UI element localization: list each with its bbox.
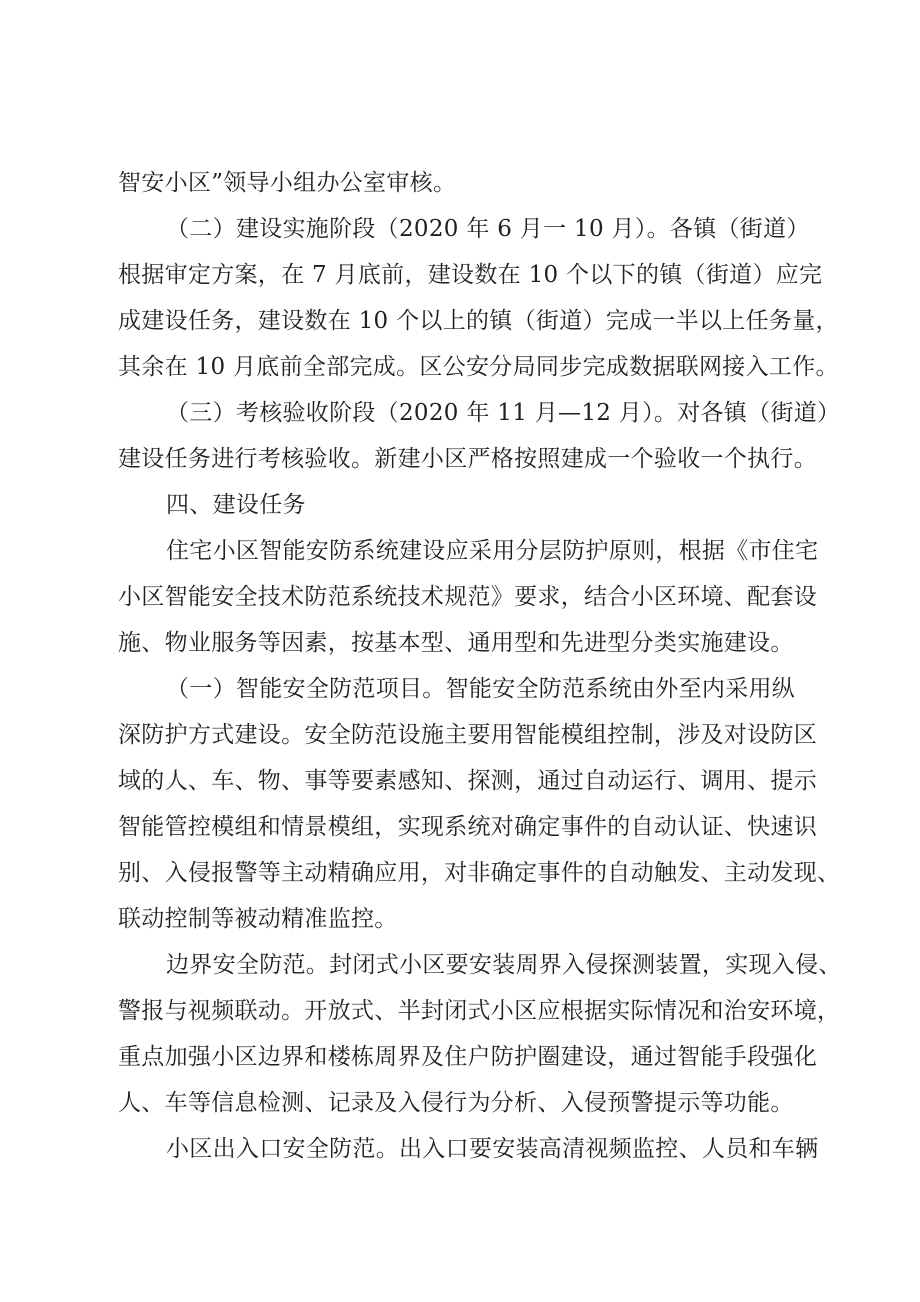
text-line: 深防护方式建设。安全防范设施主要用智能模组控制，涉及对设防区 — [118, 722, 817, 748]
section-heading-construction-phase: （二）建设实施阶段（2020 年 6 月一 10 月）。各镇（街道） — [166, 216, 810, 242]
text-line: 施、物业服务等因素，按基本型、通用型和先进型分类实施建设。 — [118, 630, 794, 656]
text-line: 智能管控模组和情景模组，实现系统对确定事件的自动认证、快速识 — [118, 814, 817, 840]
text-line: 联动控制等被动精准监控。 — [118, 906, 398, 932]
text-line: 其余在 10 月底前全部完成。区公安分局同步完成数据联网接入工作。 — [118, 354, 839, 380]
text-line: 智安小区”领导小组办公室审核。 — [118, 170, 457, 196]
text-line: 人、车等信息检测、记录及入侵行为分析、入侵预警提示等功能。 — [118, 1090, 794, 1116]
section-heading-construction-tasks: 四、建设任务 — [166, 492, 306, 518]
section-heading-acceptance-phase: （三）考核验收阶段（2020 年 11 月—12 月）。对各镇（街道） — [166, 400, 841, 426]
text-line: 重点加强小区边界和楼栋周界及住户防护圈建设，通过智能手段强化 — [118, 1044, 817, 1070]
text-line: 域的人、车、物、事等要素感知、探测，通过自动运行、调用、提示 — [118, 768, 817, 794]
text-line: 小区出入口安全防范。出入口要安装高清视频监控、人员和车辆 — [166, 1136, 819, 1162]
section-heading-smart-security: （一）智能安全防范项目。智能安全防范系统由外至内采用纵 — [166, 676, 796, 702]
text-line: 建设任务进行考核验收。新建小区严格按照建成一个验收一个执行。 — [118, 446, 817, 472]
text-line: 小区智能安全技术防范系统技术规范》要求，结合小区环境、配套设 — [118, 584, 817, 610]
text-line: 边界安全防范。封闭式小区要安装周界入侵探测装置，实现入侵、 — [166, 952, 842, 978]
text-line: 住宅小区智能安防系统建设应采用分层防护原则，根据《市住宅 — [166, 538, 819, 564]
text-line: 成建设任务，建设数在 10 个以上的镇（街道）完成一半以上任务量， — [118, 308, 839, 334]
text-line: 别、入侵报警等主动精确应用，对非确定事件的自动触发、主动发现、 — [118, 860, 841, 886]
text-line: 根据审定方案，在 7 月底前，建设数在 10 个以下的镇（街道）应完 — [118, 262, 823, 288]
text-line: 警报与视频联动。开放式、半封闭式小区应根据实际情况和治安环境， — [118, 998, 841, 1024]
